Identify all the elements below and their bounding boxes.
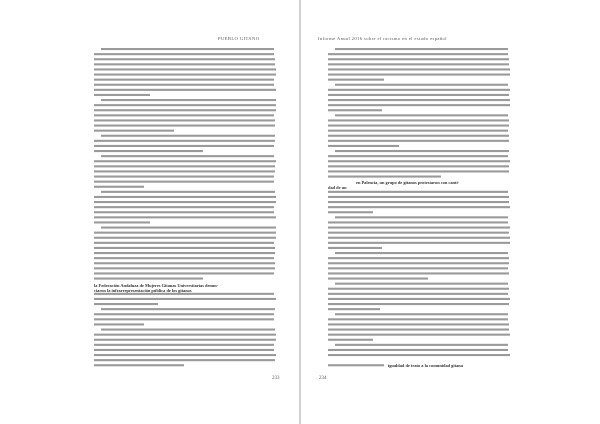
text-line: [101, 227, 276, 229]
text-line: [328, 191, 508, 193]
text-line: [328, 334, 510, 336]
text-line: [94, 252, 275, 254]
text-line: [328, 293, 508, 295]
text-line: [94, 242, 274, 244]
text-line: [94, 349, 274, 351]
text-line: [335, 216, 508, 218]
text-line: [94, 150, 203, 152]
text-line: [101, 99, 276, 101]
text-line: [328, 211, 373, 213]
text-line: [94, 323, 144, 325]
text-line: [328, 119, 509, 121]
text-line: [328, 278, 428, 280]
text-line: [328, 125, 509, 127]
text-line: [94, 247, 275, 249]
text-line: [328, 99, 510, 101]
text-line: [94, 125, 275, 127]
text-line: [94, 211, 274, 213]
text-line: [94, 339, 276, 341]
text-line: [94, 334, 276, 336]
text-line: [94, 313, 274, 315]
text-line: [328, 221, 508, 223]
text-line: [94, 63, 275, 65]
text-line: [328, 89, 510, 91]
text-line: [94, 130, 174, 132]
text-line: [335, 48, 508, 50]
text-line: [94, 89, 276, 91]
text-line: [94, 303, 158, 305]
text-line: [94, 58, 275, 60]
right-bold-phrase-1: en Palencia, un grupo de gitanos protestaron con canti-: [356, 180, 460, 185]
text-line: [328, 165, 509, 167]
page-gutter: [299, 0, 301, 424]
text-line: [328, 58, 509, 60]
text-line: [328, 303, 509, 305]
text-line: [328, 354, 510, 356]
text-line: [94, 359, 275, 361]
text-line: [94, 186, 144, 188]
left-body-text-lines: [94, 46, 276, 370]
text-line: [94, 196, 276, 198]
right-body-text-lines: [328, 46, 510, 370]
text-line: [328, 145, 399, 147]
text-line: [328, 201, 509, 203]
text-line: [101, 135, 275, 137]
text-line: [94, 318, 274, 320]
text-line: [328, 94, 509, 96]
text-line: [328, 74, 510, 76]
text-line: [328, 53, 508, 55]
text-line: [101, 329, 275, 331]
text-line: [94, 216, 276, 218]
text-line: [328, 232, 509, 234]
left-bold-phrase-2: ciaron la infrarrepresentación pública de los gitanos: [94, 288, 192, 293]
text-line: [328, 79, 384, 81]
text-line: [335, 84, 508, 86]
text-line: [335, 150, 509, 152]
text-line: [94, 221, 150, 223]
right-bold-phrase-3: igualdad de trato a la comunidad gitana: [388, 363, 463, 368]
text-line: [94, 165, 275, 167]
text-line: [328, 323, 509, 325]
text-line: [328, 288, 509, 290]
text-line: [328, 298, 510, 300]
page-number-right: 234: [319, 376, 327, 381]
text-line: [94, 364, 184, 366]
text-line: [101, 155, 274, 157]
text-line: [94, 237, 276, 239]
text-line: [328, 170, 509, 172]
text-line: [328, 140, 509, 142]
text-line: [94, 94, 150, 96]
text-line: [328, 247, 382, 249]
text-line: [94, 84, 274, 86]
text-line: [335, 114, 508, 116]
text-line: [94, 68, 276, 70]
text-line: [94, 109, 276, 111]
text-line: [94, 354, 276, 356]
text-line: [94, 170, 275, 172]
text-line: [328, 267, 508, 269]
text-line: [328, 272, 509, 274]
text-line: [94, 74, 276, 76]
left-bold-phrase-1: la Federación Andaluza de Mujeres Gitanas Universitarias denun-: [94, 283, 219, 288]
text-line: [328, 364, 384, 366]
text-line: [328, 339, 373, 341]
text-line: [328, 155, 508, 157]
text-line: [328, 318, 508, 320]
text-line: [328, 206, 510, 208]
left-page-body: [94, 46, 276, 370]
right-page-body: [328, 46, 510, 370]
text-line: [94, 298, 276, 300]
text-line: [328, 242, 510, 244]
text-line: [94, 79, 274, 81]
page-number-left: 233: [272, 376, 280, 381]
text-line: [94, 53, 274, 55]
text-line: [328, 160, 510, 162]
text-line: [94, 140, 275, 142]
text-line: [328, 349, 508, 351]
text-line: [328, 130, 508, 132]
running-head-right: Informe Anual 2016 sobre el racismo en el estado español: [318, 36, 447, 41]
right-bold-phrase-2: dad de un: [328, 185, 347, 190]
text-line: [335, 313, 508, 315]
text-line: [101, 191, 275, 193]
text-line: [335, 344, 508, 346]
text-line: [94, 257, 274, 259]
text-line: [328, 196, 509, 198]
text-line: [94, 104, 276, 106]
text-line: [328, 237, 510, 239]
text-line: [101, 308, 275, 310]
text-line: [328, 257, 509, 259]
text-line: [94, 176, 274, 178]
text-line: [328, 262, 509, 264]
running-head-left: PUEBLO GITANO: [218, 36, 260, 41]
text-line: [94, 267, 275, 269]
text-line: [94, 278, 203, 280]
text-line: [94, 262, 275, 264]
text-line: [328, 329, 509, 331]
text-line: [94, 201, 276, 203]
text-line: [328, 104, 510, 106]
text-line: [328, 308, 380, 310]
text-line: [94, 293, 274, 295]
text-line: [94, 206, 274, 208]
text-line: [94, 114, 274, 116]
text-line: [94, 181, 274, 183]
text-line: [94, 145, 274, 147]
text-line: [328, 227, 510, 229]
text-line: [94, 232, 276, 234]
text-line: [328, 176, 441, 178]
text-line: [101, 48, 274, 50]
text-line: [94, 272, 274, 274]
text-line: [94, 160, 276, 162]
text-line: [335, 252, 508, 254]
text-line: [328, 68, 510, 70]
text-line: [335, 283, 508, 285]
text-line: [328, 109, 382, 111]
text-line: [328, 135, 509, 137]
text-line: [328, 63, 509, 65]
text-line: [94, 119, 275, 121]
text-line: [94, 344, 274, 346]
